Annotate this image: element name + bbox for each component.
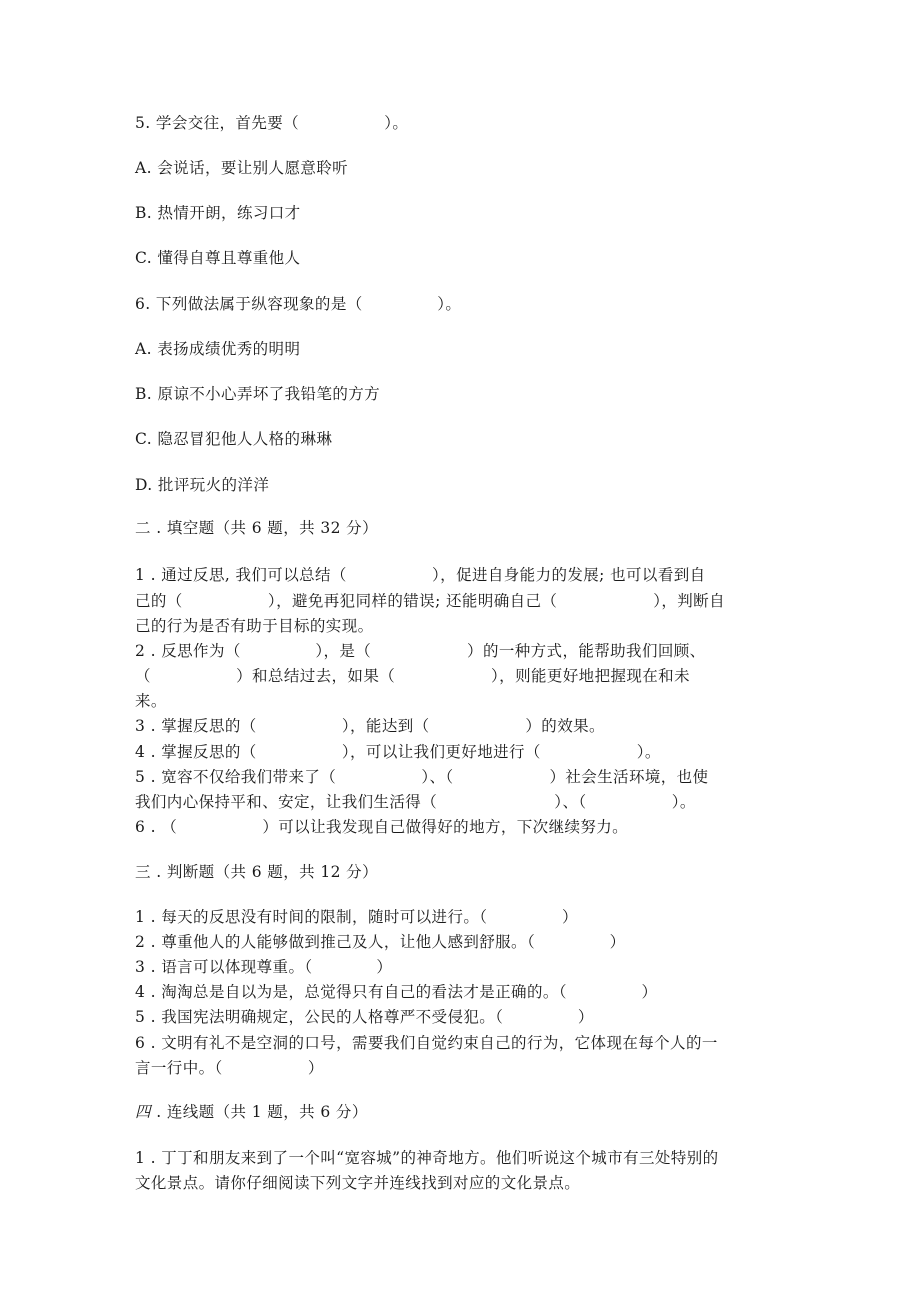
judge-line: 言一行中。（ ） [135, 1059, 324, 1077]
judge-line: 6 . 文明有礼不是空洞的口号，需要我们自觉约束自己的行为，它体现在每个人的一 [135, 1034, 718, 1052]
fill-line: 5 . 宽容不仅给我们带来了（ ）、（ ）社会生活环境，也使 [135, 768, 709, 786]
section-3-heading: 三 . 判断题（共 6 题，共 12 分） [135, 863, 378, 881]
fill-line: 己的行为是否有助于目标的实现。 [135, 617, 374, 635]
fill-line: （ ）和总结过去，如果（ ），则能更好地把握现在和未 [135, 667, 690, 685]
fill-line: 3 . 掌握反思的（ ），能达到（ ）的效果。 [135, 717, 605, 735]
section-4-heading [135, 1101, 368, 1123]
question-6-option-c: C. 隐忍冒犯他人人格的琳琳 [135, 430, 333, 448]
section-4-number: 四 [135, 1103, 151, 1121]
match-line: 文化景点。请你仔细阅读下列文字并连线找到对应的文化景点。 [135, 1174, 581, 1192]
fill-line: 2 . 反思作为（ ），是（ ）的一种方式，能帮助我们回顾、 [135, 642, 706, 660]
fill-line: 6 . （ ）可以让我发现自己做得好的地方，下次继续努力。 [135, 818, 629, 836]
fill-line: 来。 [135, 692, 167, 710]
section-2-heading: 二 . 填空题（共 6 题，共 32 分） [135, 519, 378, 537]
section-4-title: . 连线题（共 1 题，共 6 分） [150, 1103, 368, 1121]
question-5-option-c: C. 懂得自尊且尊重他人 [135, 249, 301, 267]
judge-line: 2 . 尊重他人的人能够做到推己及人，让他人感到舒服。（ ） [135, 933, 626, 951]
question-5-option-a: A. 会说话，要让别人愿意聆听 [135, 159, 349, 177]
judge-line: 1 . 每天的反思没有时间的限制，随时可以进行。（ ） [135, 908, 578, 926]
judge-line: 3 . 语言可以体现尊重。（ ） [135, 958, 393, 976]
question-6-option-b: B. 原谅不小心弄坏了我铅笔的方方 [135, 385, 381, 403]
question-6-option-d: D. 批评玩火的洋洋 [135, 476, 270, 494]
fill-line: 我们内心保持平和、安定，让我们生活得（ ）、（ ）。 [135, 793, 696, 811]
question-6-stem: 6. 下列做法属于纵容现象的是（ ）。 [135, 295, 462, 313]
fill-line: 4 . 掌握反思的（ ），可以让我们更好地进行（ ）。 [135, 743, 661, 761]
judge-line: 5 . 我国宪法明确规定，公民的人格尊严不受侵犯。（ ） [135, 1008, 594, 1026]
fill-line: 己的（ ），避免再犯同样的错误; 还能明确自己（ ），判断自 [135, 592, 725, 610]
match-line: 1 . 丁丁和朋友来到了一个叫“宽容城”的神奇地方。他们听说这个城市有三处特别的 [135, 1149, 719, 1167]
question-6-option-a: A. 表扬成绩优秀的明明 [135, 340, 301, 358]
question-5-stem: 5. 学会交往，首先要（ ）。 [135, 114, 409, 132]
judge-line: 4 . 淘淘总是自以为是，总觉得只有自己的看法才是正确的。（ ） [135, 983, 658, 1001]
question-5-option-b: B. 热情开朗，练习口才 [135, 204, 301, 222]
fill-line: 1 . 通过反思, 我们可以总结（ ），促进自身能力的发展; 也可以看到自 [135, 566, 706, 584]
